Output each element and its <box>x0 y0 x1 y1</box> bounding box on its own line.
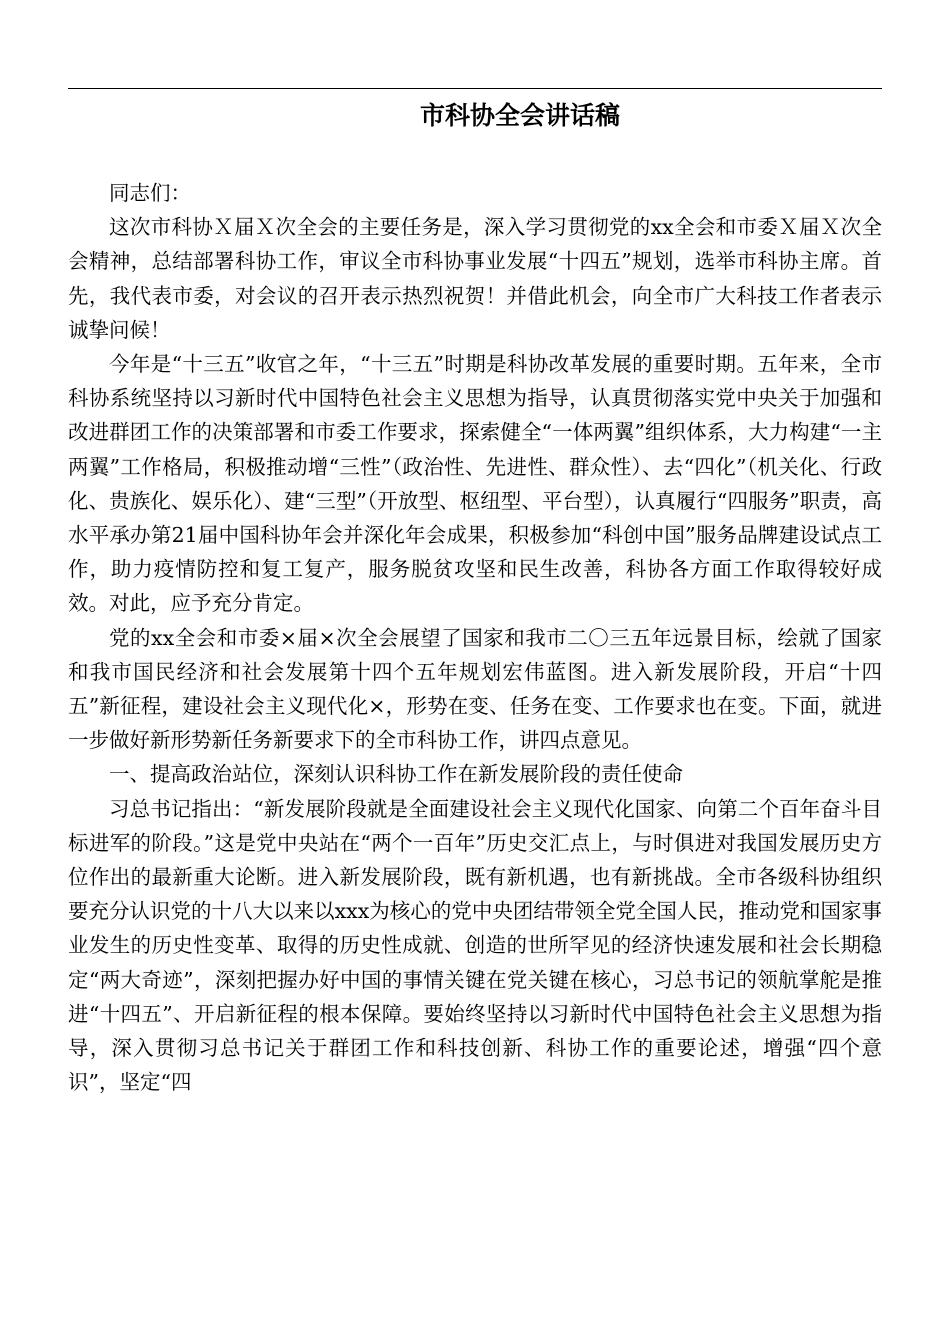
document-body <box>68 176 882 1099</box>
page-title: 市科协全会讲话稿 <box>419 101 620 130</box>
paragraph-section-1: 习总书记指出：“新发展阶段就是全面建设社会主义现代化国家、向第二个百年奋斗目标进军的阶段。”这是党中央站在“两个一百年”历史交汇点上，与时俱进对我国发展历史方位作出的最新重大论断。进入新发展阶段，既有新机遇，也有新挑战。全市各级科协组织要充分认识党的十八大以来以xxx为核心的党中央团结带领全党全国人民，推动党和国家事业发生的历史性变革、取得的历史性成就、创造的世所罕见的经济快速发展和社会长期稳定“两大奇迹”，深刻把握办好中国的事情关键在党关键在核心，习总书记的领航掌舵是推进“十四五”、开启新征程的根本保障。要始终坚持以习新时代中国特色社会主义思想为指导，深入贯彻习总书记关于群团工作和科技创新、科协工作的重要论述，增强“四个意识”，坚定“四 <box>68 796 882 1095</box>
salutation: 同志们： <box>109 181 191 205</box>
header-rule <box>68 88 882 89</box>
paragraph-opening: 这次市科协Ｘ届Ｘ次全会的主要任务是，深入学习贯彻党的xx全会和市委Ｘ届Ｘ次全会精神，总结部署科协工作，审议全市科协事业发展“十四五”规划，选举市科协主席。首先，我代表市委，对会议的召开表示热烈祝贺！并借此机会，向全市广大科技工作者表示诚挚问候！ <box>68 215 882 342</box>
section-heading-1: 一、提高政治站位，深刻认识科协工作在新发展阶段的责任使命 <box>109 762 683 787</box>
paragraph-review: 今年是“十三五”收官之年，“十三五”时期是科协改革发展的重要时期。五年来，全市科协系统坚持以习新时代中国特色社会主义思想为指导，认真贯彻落实党中央关于加强和改进群团工作的决策部署和市委工作要求，探索健全“一体两翼”组织体系，大力构建“一主两翼”工作格局，积极推动增“三性”（政治性、先进性、群众性）、去“四化”（机关化、行政化、贵族化、娱乐化）、建“三型”（开放型、枢纽型、平台型），认真履行“四服务”职责，高水平承办第21届中国科协年会并深化年会成果，积极参加“科创中国”服务品牌建设试点工作，助力疫情防控和复工复产，服务脱贫攻坚和民生改善，科协各方面工作取得较好成效。对此，应予充分肯定。 <box>68 352 882 616</box>
paragraph-outlook: 党的xx全会和市委×届×次全会展望了国家和我市二〇三五年远景目标，绘就了国家和我市国民经济和社会发展第十四个五年规划宏伟蓝图。进入新发展阶段，开启“十四五”新征程，建设社会主义现代化×，形势在变、任务在变、工作要求也在变。下面，就进一步做好新形势新任务新要求下的全市科协工作，讲四点意见。 <box>68 625 882 753</box>
